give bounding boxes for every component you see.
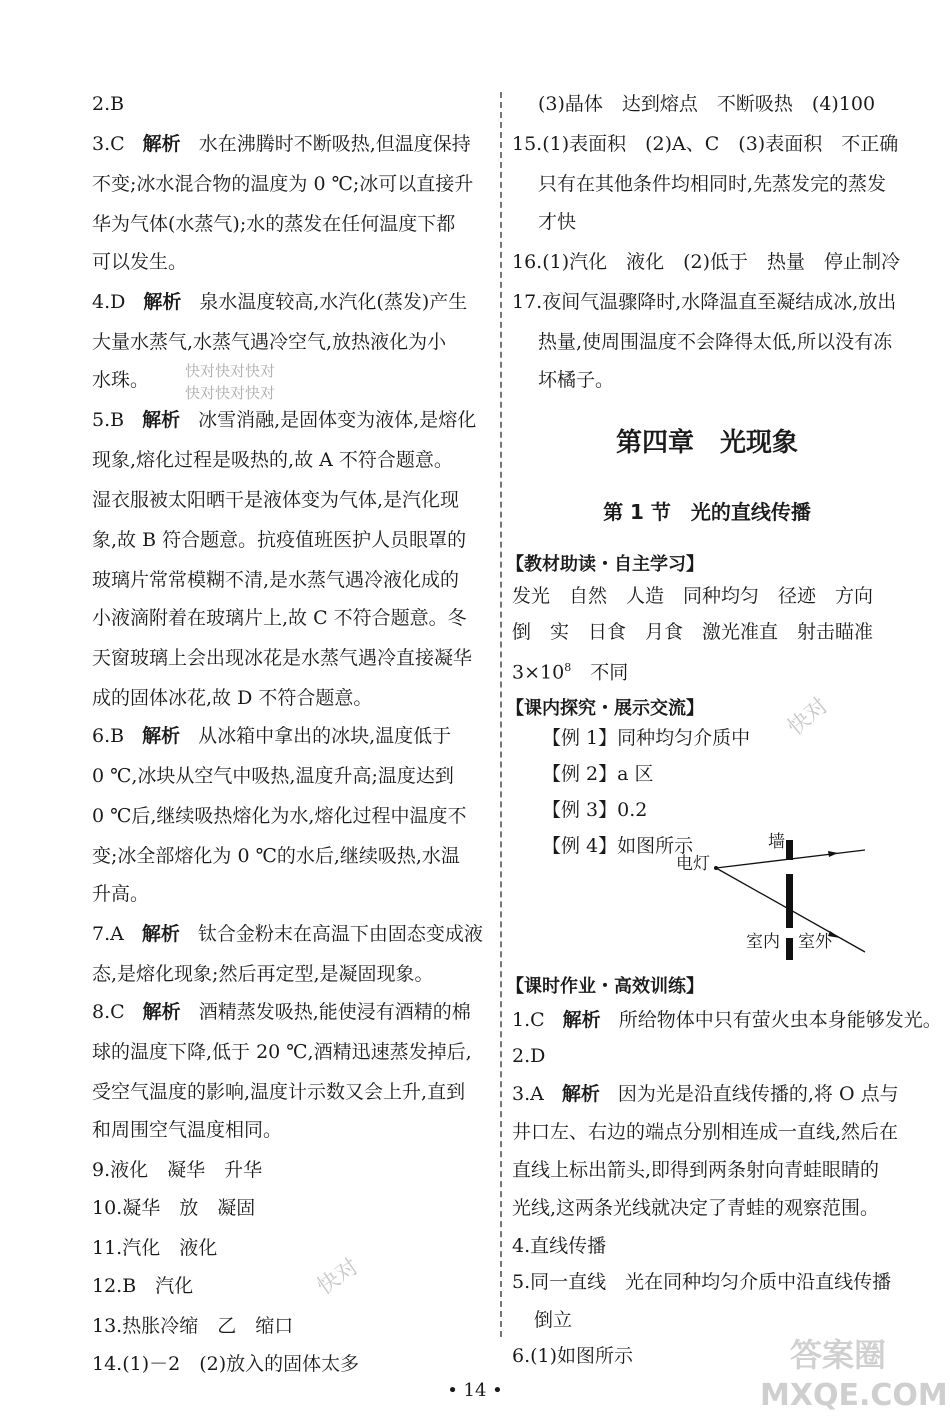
homework-3-line: 井口左、右边的端点分别相连成一直线,然后在 [512,1121,899,1143]
answer-4: 4.D 解析 泉水温度较高,水汽化(蒸发)产生 [92,291,468,313]
answer-5-line: 天窗玻璃上会出现冰花是水蒸气遇冷直接凝华 [92,647,473,669]
answer-9: 9.液化 凝华 升华 [92,1159,263,1181]
homework-3: 3.A 解析 因为光是沿直线传播的,将 O 点与 [512,1083,899,1105]
watermark-site: MXQE.COM [760,1378,948,1413]
answer-15-line: 才快 [538,211,577,233]
lamp-point [714,866,718,870]
answer-17-line: 坏橘子。 [538,369,615,391]
answer-6: 6.B 解析 从冰箱中拿出的冰块,温度低于 [92,725,452,747]
homework-5-line: 倒立 [534,1309,573,1331]
answer-5-line: 成的固体冰花,故 D 不符合题意。 [92,687,373,709]
answer-10: 10.凝华 放 凝固 [92,1197,256,1219]
label-wall: 墙 [768,832,785,852]
homework-3-line: 光线,这两条光线就决定了青蛙的观察范围。 [512,1197,880,1219]
answer-8: 8.C 解析 酒精蒸发吸热,能使浸有酒精的棉 [92,1001,471,1023]
answer-5-line: 玻璃片常常模糊不清,是水蒸气遇冷液化成的 [92,569,460,591]
answer-12: 12.B 汽化 [92,1275,194,1297]
wall-middle-segment [786,874,793,928]
answer-3-line: 可以发生。 [92,251,188,273]
answer-14: 14.(1)－2 (2)放入的固体太多 [92,1353,360,1375]
answer-8-line: 受空气温度的影响,温度计示数又会上升,直到 [92,1081,466,1103]
answer-6-line: 0 ℃后,继续吸热熔化为水,熔化过程中温度不 [92,805,467,827]
section-header-homework: 【课时作业・高效训练】 [506,976,704,997]
answer-15: 15.(1)表面积 (2)A、C (3)表面积 不正确 [512,133,899,155]
chapter-title: 第四章 光现象 [615,428,798,458]
example-1: 【例 1】同种均匀介质中 [542,727,751,749]
label-lamp: 电灯 [676,854,710,874]
answer-6-line: 变;冰全部熔化为 0 ℃的水后,继续吸热,水温 [92,845,460,867]
answer-4-line: 水珠。 [92,369,150,391]
answer-11: 11.汽化 液化 [92,1237,218,1259]
homework-2: 2.D [512,1045,546,1067]
answer-8-line: 和周围空气温度相同。 [92,1119,283,1141]
homework-1: 1.C 解析 所给物体中只有萤火虫本身能够发光。 [512,1009,942,1031]
wall-bottom-segment [786,938,793,960]
answer-16: 16.(1)汽化 液化 (2)低于 热量 停止制冷 [512,251,901,273]
answer-7-line: 态,是熔化现象;然后再定型,是凝固现象。 [92,963,434,985]
answer-5-line: 湿衣服被太阳晒干是液体变为气体,是汽化现 [92,489,460,511]
label-outdoor: 室外 [798,932,832,952]
homework-5: 5.同一直线 光在同种均匀介质中沿直线传播 [512,1271,892,1293]
fill-answers-line: 发光 自然 人造 同种均匀 径迹 方向 [512,585,874,607]
answer-2: 2.B [92,93,125,115]
homework-3-line: 直线上标出箭头,即得到两条射向青蛙眼睛的 [512,1159,880,1181]
section-header-explore: 【课内探究・展示交流】 [506,698,704,719]
fill-answers-line: $3\times 10^8$ 不同 [512,661,629,684]
label-indoor: 室内 [746,932,780,952]
answer-14-continued: (3)晶体 达到熔点 不断吸热 (4)100 [538,93,876,115]
answer-13: 13.热胀冷缩 乙 缩口 [92,1315,294,1337]
fill-answers-line: 倒 实 日食 月食 激光准直 射击瞄准 [512,621,874,643]
watermark-logo-text: 快对 [312,1254,364,1301]
answer-6-line: 升高。 [92,883,150,905]
light-wall-diagram [676,830,870,965]
section-header-reading: 【教材助读・自主学习】 [506,554,704,575]
answer-17-line: 热量,使周围温度不会降得太低,所以没有冻 [538,331,893,353]
watermark-kuaidui: 快对快对快对 [185,362,276,380]
column-divider [500,92,502,1337]
answer-15-line: 只有在其他条件均相同时,先蒸发完的蒸发 [538,173,887,195]
answer-6-line: 0 ℃,冰块从空气中吸热,温度升高;温度达到 [92,765,454,787]
homework-4: 4.直线传播 [512,1235,607,1257]
answer-5-line: 象,故 B 符合题意。抗疫值班医护人员眼罩的 [92,529,467,551]
answer-5-line: 小液滴附着在玻璃片上,故 C 不符合题意。冬 [92,607,467,629]
answer-17: 17.夜间气温骤降时,水降温直至凝结成冰,放出 [512,291,897,313]
section-title: 第 1 节 光的直线传播 [603,500,811,524]
example-2: 【例 2】a 区 [542,763,654,785]
answer-7: 7.A 解析 钛合金粉末在高温下由固态变成液 [92,923,483,945]
page-number: • 14 • [447,1380,503,1401]
homework-6: 6.(1)如图所示 [512,1345,634,1367]
watermark-kuaidui: 快对快对快对 [185,384,276,402]
watermark-brand: 答案圈 [790,1336,887,1374]
answer-4-line: 大量水蒸气,水蒸气遇冷空气,放热液化为小 [92,331,447,353]
answer-3: 3.C 解析 水在沸腾时不断吸热,但温度保持 [92,133,471,155]
watermark-logo-text: 快对 [783,693,834,741]
answer-5-line: 现象,熔化过程是吸热的,故 A 不符合题意。 [92,449,453,471]
wall-top-segment [786,840,793,860]
answer-3-line: 不变;冰水混合物的温度为 0 ℃;冰可以直接升 [92,173,474,195]
example-3: 【例 3】0.2 [542,799,648,821]
answer-5: 5.B 解析 冰雪消融,是固体变为液体,是熔化 [92,409,477,431]
example-4: 【例 4】如图所示 [542,835,694,857]
answer-3-line: 华为气体(水蒸气);水的蒸发在任何温度下都 [92,213,456,235]
answer-8-line: 球的温度下降,低于 20 ℃,酒精迅速蒸发掉后, [92,1041,472,1063]
